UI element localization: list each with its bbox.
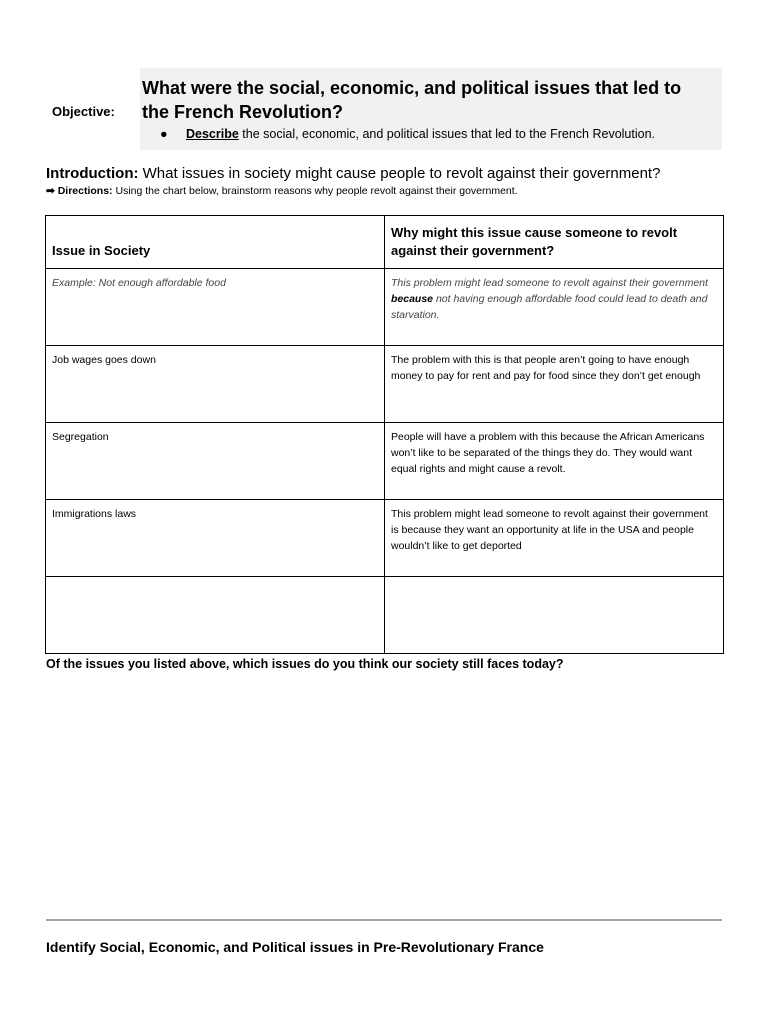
table-row [46, 346, 724, 423]
objective-bullet [160, 127, 655, 141]
table-header-row [46, 216, 724, 269]
section-divider [46, 919, 722, 921]
issue-cell[interactable]: Job wages goes down [46, 346, 385, 423]
issue-cell[interactable]: Immigrations laws [46, 500, 385, 577]
example-issue-cell[interactable]: Example: Not enough affordable food [46, 269, 385, 346]
issue-cell[interactable]: Segregation [46, 423, 385, 500]
example-reason-text: This problem might lead someone to revolt against their government [391, 277, 708, 289]
issues-table [45, 215, 724, 654]
reason-cell[interactable]: The problem with this is that people aren’t going to have enough money to pay for rent and pay for food since they don’t get enough [385, 346, 724, 423]
introduction-label: Introduction: [46, 165, 139, 182]
example-reason-cell[interactable] [385, 269, 724, 346]
example-reason-text-end: not having enough affordable food could lead to death and starvation. [391, 293, 708, 321]
header-reason: Why might this issue cause someone to revolt against their government? [385, 216, 724, 269]
reason-cell[interactable]: People will have a problem with this because the African Americans won’t like to be separated of the things they do. They would want equal rights and might cause a revolt. [385, 423, 724, 500]
introduction-question: What issues in society might cause people to revolt against their government? [138, 165, 661, 182]
objective-label: Objective: [52, 104, 115, 119]
directions [46, 185, 518, 197]
objective-bullet-text: the social, economic, and political issues that led to the French Revolution. [238, 127, 656, 141]
table-row-example [46, 269, 724, 346]
table-row [46, 500, 724, 577]
directions-text: Using the chart below, brainstorm reasons why people revolt against their government. [112, 185, 518, 197]
objective-verb: Describe [186, 127, 239, 141]
introduction [46, 165, 660, 182]
reason-cell[interactable]: This problem might lead someone to revolt against their government is because they want an opportunity at life in the USA and people wouldn’t like to get deported [385, 500, 724, 577]
directions-label: ➡ Directions: [46, 185, 113, 197]
issue-cell[interactable] [46, 577, 385, 654]
objective-title: What were the social, economic, and political issues that led to the French Revolution? [142, 78, 682, 122]
example-reason-bold: because [391, 293, 434, 305]
table-row-empty [46, 577, 724, 654]
reason-cell[interactable] [385, 577, 724, 654]
header-issue: Issue in Society [46, 216, 385, 269]
followup-question: Of the issues you listed above, which issues do you think our society still faces today? [46, 657, 564, 671]
bullet-icon: ● [160, 127, 168, 141]
next-section-title: Identify Social, Economic, and Political issues in Pre-Revolutionary France [46, 939, 544, 955]
table-row [46, 423, 724, 500]
